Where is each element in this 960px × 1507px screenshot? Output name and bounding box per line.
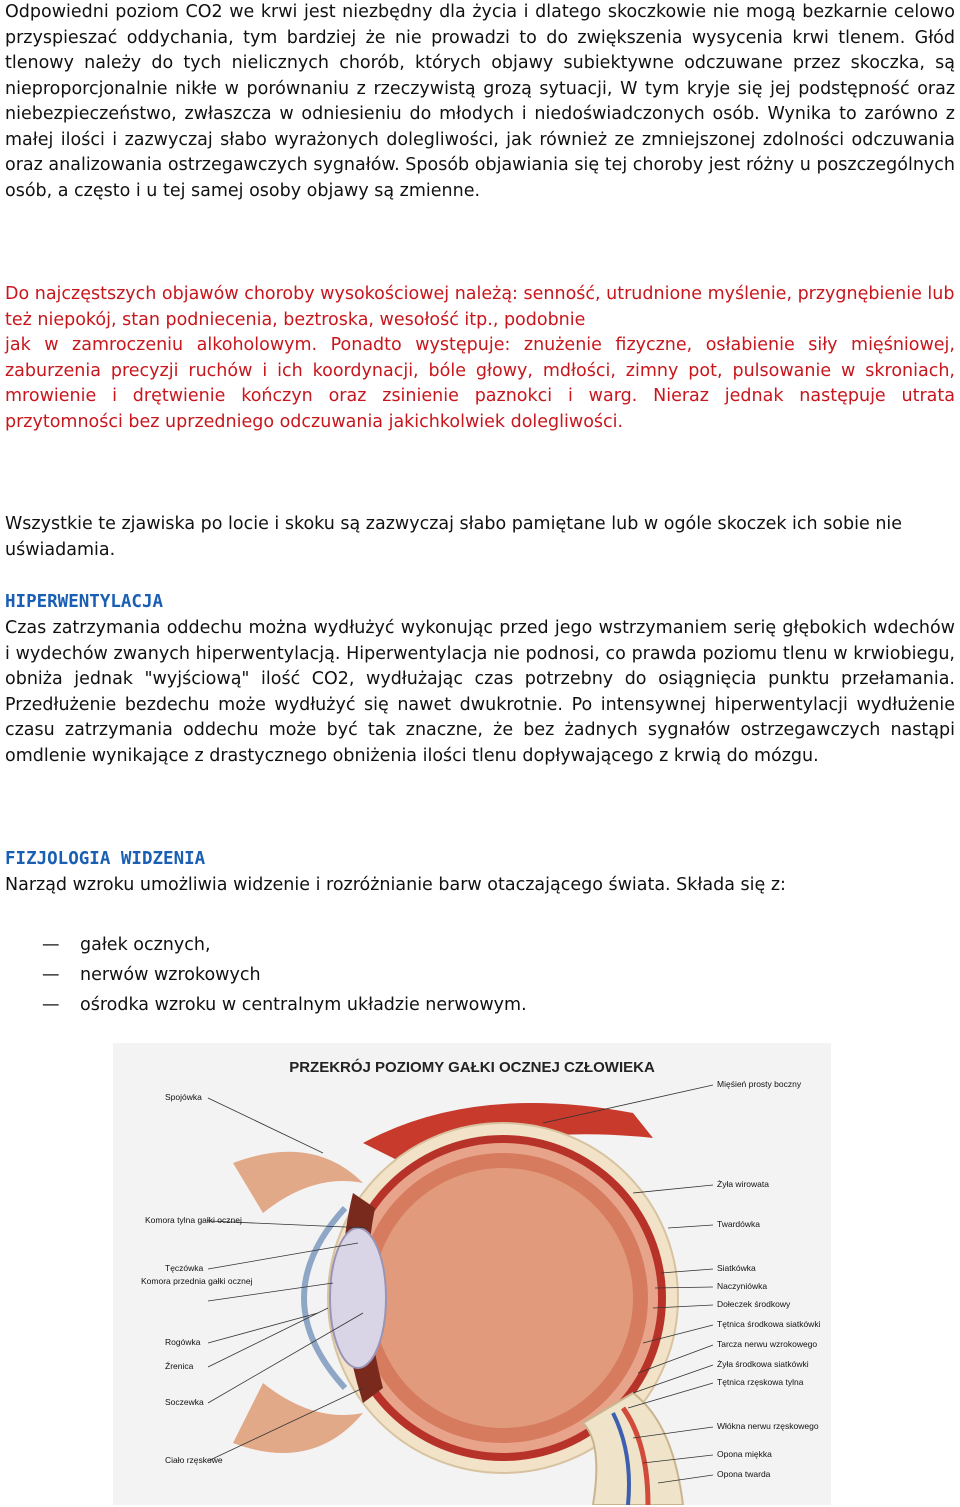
label-opona-miekka: Opona miękka (717, 1449, 772, 1459)
label-soczewka: Soczewka (165, 1397, 204, 1407)
label-tetnica-rzeskowa: Tętnica rzęskowa tylna (717, 1377, 804, 1387)
heading-hyperventilation: HIPERWENTYLACJA (5, 592, 164, 612)
list-item: — gałek ocznych, (5, 932, 527, 962)
label-siatkowka: Siatkówka (717, 1263, 756, 1273)
paragraph-memory: Wszystkie te zjawiska po locie i skoku są zazwyczaj słabo pamiętane lub w ogóle skoczek ich sobie nie uświadamia. (5, 514, 903, 560)
label-cialo-rzeskowe: Ciało rzęskowe (165, 1455, 223, 1465)
list-item: — nerwów wzrokowych (5, 962, 527, 992)
label-tarcza-nerwu: Tarcza nerwu wzrokowego (717, 1339, 818, 1349)
label-rogowka: Rogówka (165, 1337, 201, 1347)
paragraph-hyperventilation: Czas zatrzymania oddechu można wydłużyć wykonując przed jego wstrzymaniem serię głębokich wdechów i wydechów zwanych hiperwentylacją. Hiperwentylacja nie podnosi, co prawda poziomu tlenu w krwiobiegu, obniża jednak "wyjściową" ilość CO2, wydłużając czas potrzebny do osiągnięcia punktu przełamania. Przedłużenie bezdechu może wydłużyć się nawet dwukrotnie. Po intensywnej hiperwentylacji wydłużenie czasu zatrzymania oddechu może być tak znaczne, że bez żadnych sygnałów ostrzegawczych nastąpi omdlenie wynikające z drastycznego obniżenia ilości tlenu dopływającego z krwią do mózgu. (5, 618, 955, 766)
eye-cross-section-figure (113, 1043, 831, 1505)
label-teczowka: Tęczówka (165, 1263, 204, 1273)
paragraph-oxygen-hunger: Odpowiedni poziom CO2 we krwi jest niezbędny dla życia i dlatego skoczkowie nie mogą bezkarnie celowo przyspieszać oddychania, tym bardziej że nie prowadzi to do zwiększenia wysycenia krwi tlenem. Głód tlenowy należy do tych nielicznych chorób, których objawy subiektywne odczuwane przez skoczka, są nieproporcjonalnie nikłe w porównaniu z rzeczywistą grozą sytuacji, W tym kryje się jej podstępność oraz niebezpieczeństwo, zwłaszcza w odniesieniu do młodych i niedoświadczonych osób. Wynika to zarówno z małej ilości i zazwyczaj słabo wyrażonych dolegliwości, jak również ze zmniejszonej zdolności odczuwania oraz analizowania ostrzegawczych sygnałów. Sposób objawiania się tej choroby jest różny u poszczególnych osób, a często i u tej samej osoby objawy są zmienne. (5, 2, 955, 201)
label-tetnica-srodkowa: Tętnica środkowa siatkówki (717, 1319, 821, 1329)
paragraph-vision-intro: Narząd wzroku umożliwia widzenie i rozróżnianie barw otaczającego świata. Składa się z: (5, 875, 786, 895)
dash-bullet: — (42, 995, 60, 1015)
paragraph-altitude-symptoms (5, 282, 955, 435)
label-wlokna-nerwu: Włókna nerwu rzęskowego (717, 1421, 819, 1431)
label-komora-przednia: Komora przednia gałki ocznej (141, 1276, 253, 1286)
label-twardowka: Twardówka (717, 1219, 760, 1229)
vision-organ-list (5, 932, 527, 1022)
dash-bullet: — (42, 965, 60, 985)
label-spojowka: Spojówka (165, 1092, 202, 1102)
label-zyla-wirowata: Żyła wirowata (717, 1179, 769, 1189)
eyelid (233, 1152, 363, 1213)
label-zyla-srodkowa: Żyła środkowa siatkówki (717, 1359, 809, 1369)
paragraph-symptoms-part1: Do najczęstszych objawów choroby wysokościowej należą: senność, utrudnione myślenie, przygnębienie lub też niepokój, stan podniecenia, beztroska, wesołość itp., podobnie (5, 284, 955, 330)
heading-vision-physiology: FIZJOLOGIA WIDZENIA (5, 849, 206, 869)
list-item: — ośrodka wzroku w centralnym układzie nerwowym. (5, 992, 527, 1022)
dash-bullet: — (42, 935, 60, 955)
label-doleczek: Dołeczek środkowy (717, 1299, 791, 1309)
label-opona-twarda: Opona twarda (717, 1469, 771, 1479)
figure-title: PRZEKRÓJ POZIOMY GAŁKI OCZNEJ CZŁOWIEKA (289, 1059, 655, 1076)
lens (330, 1228, 386, 1368)
eye-illustration (113, 1043, 831, 1505)
label-zrenica: Źrenica (165, 1361, 194, 1371)
label-komora-tylna: Komora tylna gałki ocznej (145, 1215, 242, 1225)
paragraph-symptoms-part2: jak w zamroczeniu alkoholowym. Ponadto występuje: znużenie fizyczne, osłabienie siły mięśniowej, zaburzenia precyzji ruchów i ich koordynacji, bóle głowy, mdłości, zimny pot, pulsowanie w skroniach, mrowienie i drętwienie kończyn oraz zsinienie paznokci i warg. Nieraz jednak następuje utrata przytomności bez uprzedniego odczuwania jakichkolwiek dolegliwości. (5, 335, 955, 432)
label-naczyniowka: Naczyniówka (717, 1281, 768, 1291)
label-miesien-prosty: Mięśień prosty boczny (717, 1079, 802, 1089)
